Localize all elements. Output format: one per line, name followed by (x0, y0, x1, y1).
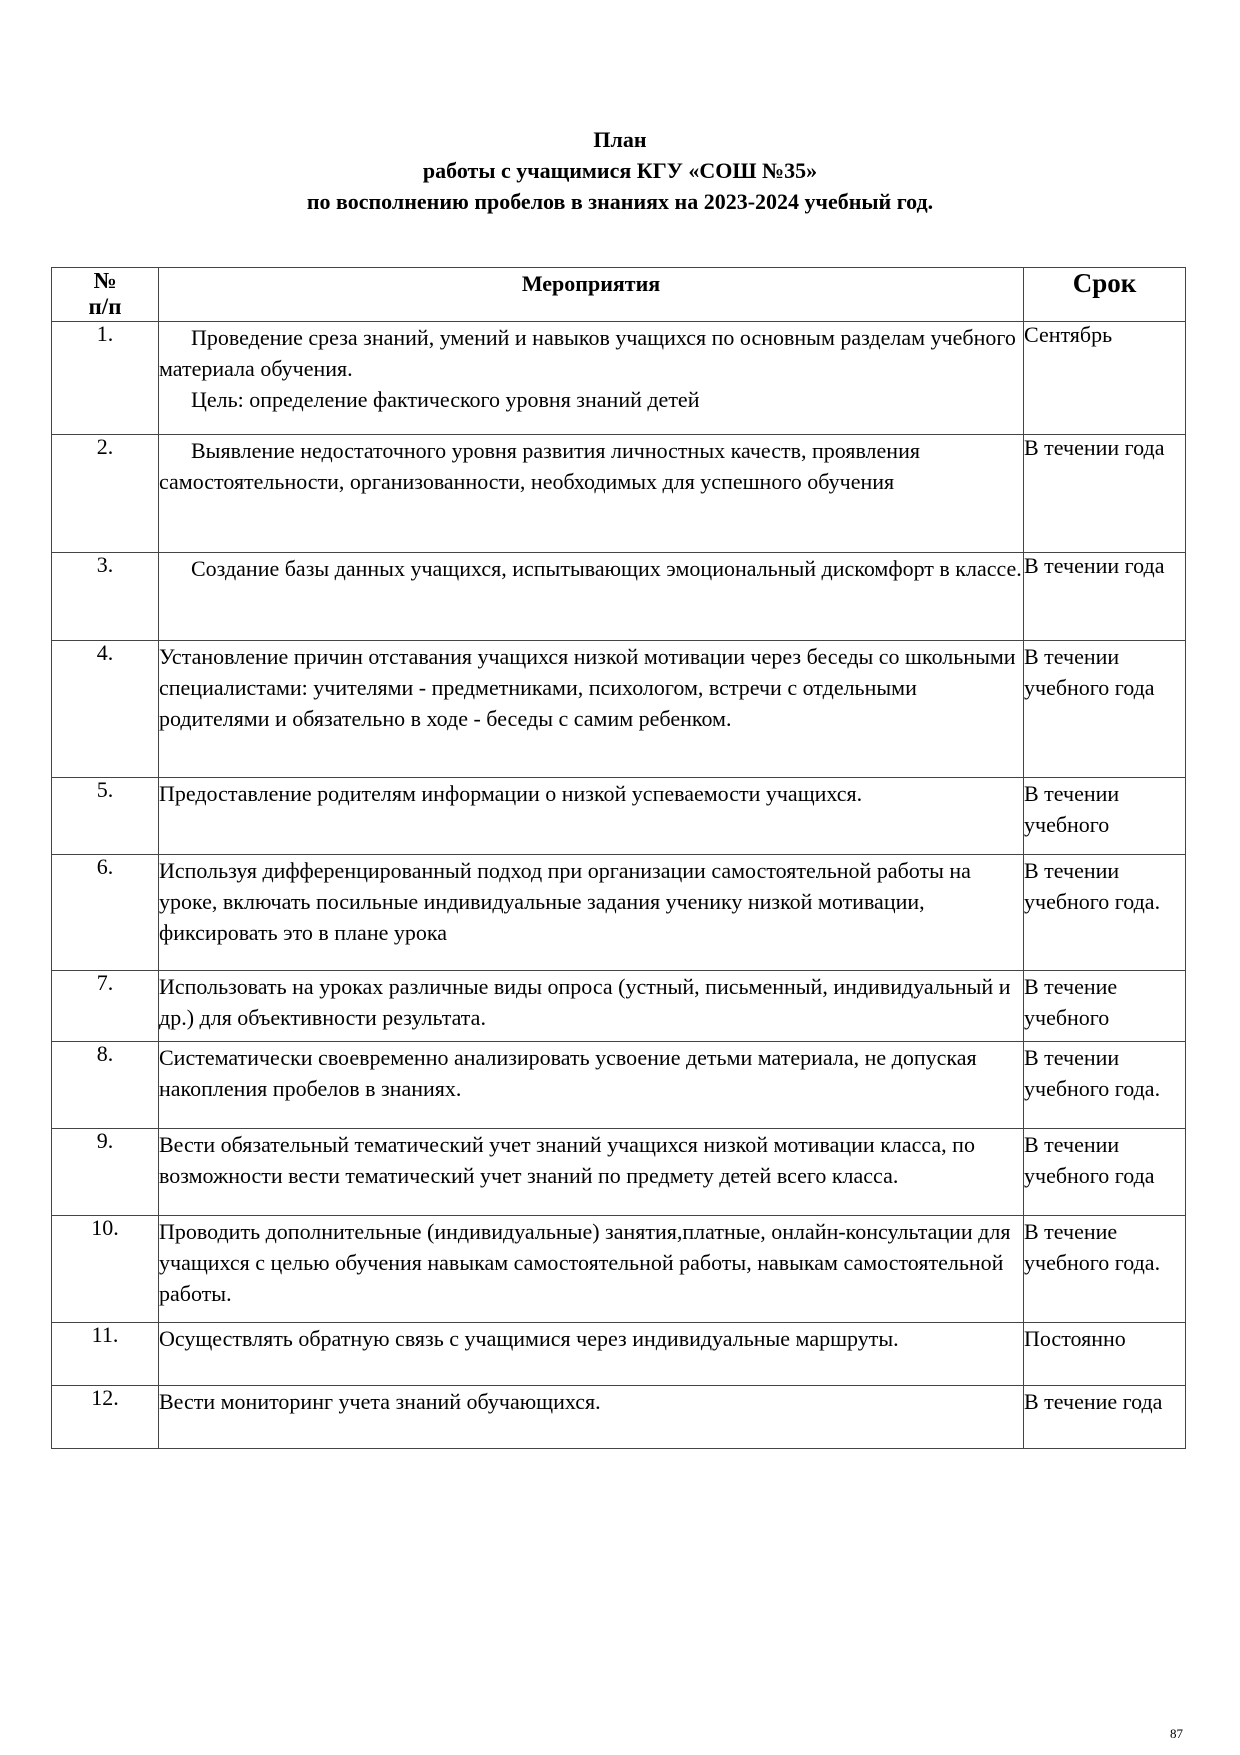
table-row (52, 553, 1186, 641)
header-number-line-2: п/п (88, 294, 122, 319)
row-term: Постоянно (1024, 1323, 1186, 1386)
title-line-2: работы с учащимися КГУ «СОШ №35» (422, 158, 818, 183)
table-row (52, 1042, 1186, 1129)
row-number: 12. (52, 1386, 159, 1449)
row-term: Сентябрь (1024, 322, 1186, 435)
header-number-line-1: № (93, 268, 117, 293)
row-number: 10. (52, 1216, 159, 1323)
row-activity (159, 553, 1024, 641)
header-number (52, 268, 159, 322)
table-row (52, 322, 1186, 435)
table-header-row (52, 268, 1186, 322)
row-number: 8. (52, 1042, 159, 1129)
plan-table (51, 267, 1186, 1449)
row-term: В течении учебного года (1024, 641, 1186, 778)
row-number: 9. (52, 1129, 159, 1216)
document-title (0, 124, 1240, 217)
row-term: В течение учебного (1024, 971, 1186, 1042)
row-activity: Предоставление родителям информации о низкой успеваемости учащихся. (159, 778, 1024, 855)
row-activity (159, 435, 1024, 553)
row-term: В течение года (1024, 1386, 1186, 1449)
header-activity: Мероприятия (159, 268, 1024, 322)
row-activity: Вести мониторинг учета знаний обучающихся. (159, 1386, 1024, 1449)
title-line-1: План (593, 127, 647, 152)
row-activity: Проводить дополнительные (индивидуальные) занятия,платные, онлайн-консультации для учащихся с целью обучения навыкам самостоятельной работы, навыкам самостоятельной работы. (159, 1216, 1024, 1323)
table-row (52, 1386, 1186, 1449)
table-row (52, 1129, 1186, 1216)
activity-paragraph: Создание базы данных учащихся, испытывающих эмоциональный дискомфорт в классе. (191, 556, 1022, 581)
row-activity: Установление причин отставания учащихся низкой мотивации через беседы со школьными специалистами: учителями - предметниками, психологом, встречи с отдельными родителями и обязательно в ходе - беседы с самим ребенком. (159, 641, 1024, 778)
row-activity: Используя дифференцированный подход при организации самостоятельной работы на уроке, включать посильные индивидуальные задания ученику низкой мотивации, фиксировать это в плане урока (159, 855, 1024, 971)
activity-paragraph: Цель: определение фактического уровня знаний детей (191, 387, 700, 412)
row-term: В течении года (1024, 553, 1186, 641)
row-number: 1. (52, 322, 159, 435)
row-number: 3. (52, 553, 159, 641)
row-term: В течении учебного года. (1024, 855, 1186, 971)
row-activity (159, 322, 1024, 435)
title-line-3: по восполнению пробелов в знаниях на 2023-2024 учебный год. (306, 189, 934, 214)
page-number: 87 (1170, 1726, 1183, 1741)
row-activity: Систематически своевременно анализировать усвоение детьми материала, не допуская накопления пробелов в знаниях. (159, 1042, 1024, 1129)
table-row (52, 435, 1186, 553)
activity-paragraph: Проведение среза знаний, умений и навыков учащихся по основным разделам учебного материала обучения. (159, 325, 1016, 381)
row-term: В течение учебного года. (1024, 1216, 1186, 1323)
row-term: В течении учебного (1024, 778, 1186, 855)
table-row (52, 1216, 1186, 1323)
table-row (52, 641, 1186, 778)
row-activity: Использовать на уроках различные виды опроса (устный, письменный, индивидуальный и др.) для объективности результата. (159, 971, 1024, 1042)
row-number: 4. (52, 641, 159, 778)
row-term: В течении года (1024, 435, 1186, 553)
row-term: В течении учебного года (1024, 1129, 1186, 1216)
row-number: 7. (52, 971, 159, 1042)
row-number: 11. (52, 1323, 159, 1386)
row-number: 6. (52, 855, 159, 971)
row-activity: Вести обязательный тематический учет знаний учащихся низкой мотивации класса, по возможности вести тематический учет знаний по предмету детей всего класса. (159, 1129, 1024, 1216)
table-row (52, 1323, 1186, 1386)
row-activity: Осуществлять обратную связь с учащимися через индивидуальные маршруты. (159, 1323, 1024, 1386)
row-number: 2. (52, 435, 159, 553)
activity-paragraph: Выявление недостаточного уровня развития личностных качеств, проявления самостоятельности, организованности, необходимых для успешного обучения (159, 438, 920, 494)
row-number: 5. (52, 778, 159, 855)
row-term: В течении учебного года. (1024, 1042, 1186, 1129)
table-row (52, 855, 1186, 971)
header-term: Срок (1024, 268, 1186, 322)
table-row (52, 971, 1186, 1042)
table-row (52, 778, 1186, 855)
